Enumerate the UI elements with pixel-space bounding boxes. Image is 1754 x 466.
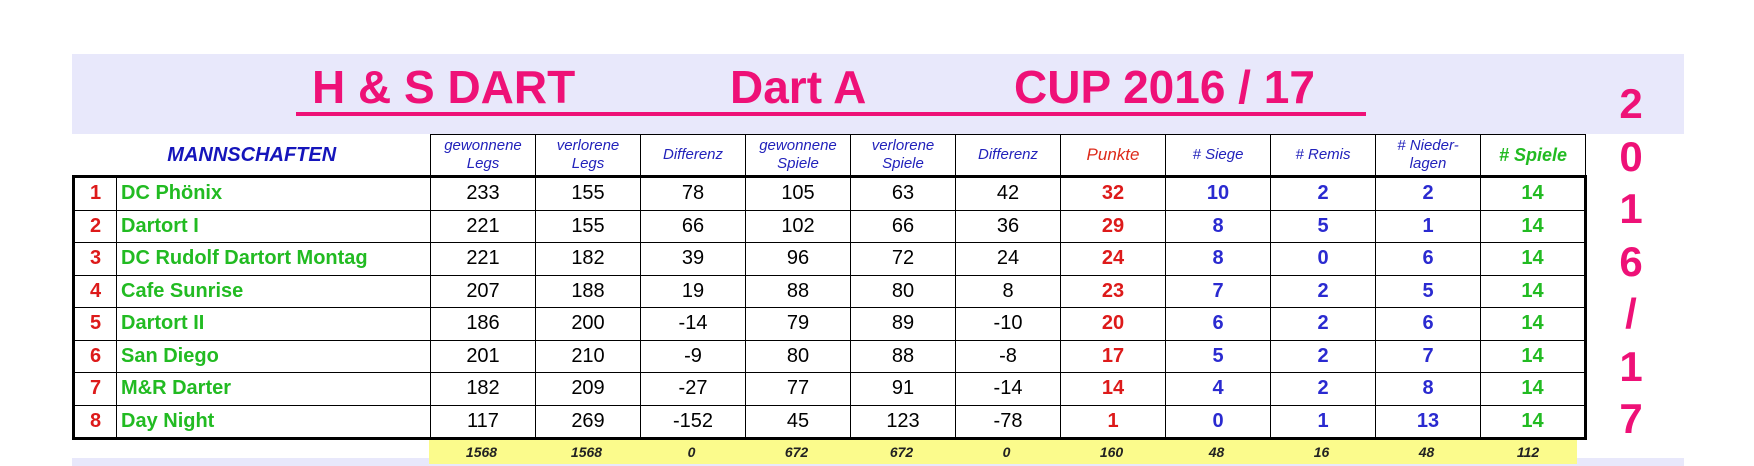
rank-cell: 3 xyxy=(74,243,117,276)
differenz-spiele-cell: 36 xyxy=(956,210,1061,243)
header-differenz-spiele: Differenz xyxy=(956,135,1061,177)
remis-cell: 2 xyxy=(1271,177,1376,211)
gewonnene-spiele-cell: 88 xyxy=(746,275,851,308)
title-league: Dart A xyxy=(730,61,867,113)
verlorene-spiele-cell: 72 xyxy=(851,243,956,276)
niederlagen-cell: 1 xyxy=(1376,210,1481,243)
total-gewonnene-legs: 1568 xyxy=(465,444,498,460)
team-name: DC Phönix xyxy=(117,177,431,211)
vertical-season-year xyxy=(1606,78,1656,446)
spiele-cell: 14 xyxy=(1481,177,1586,211)
total-spiele: 112 xyxy=(1516,444,1540,460)
spiele-cell: 14 xyxy=(1481,308,1586,341)
gewonnene-legs-cell: 201 xyxy=(431,340,536,373)
header-row xyxy=(74,135,1586,177)
punkte-cell: 1 xyxy=(1061,405,1166,439)
siege-cell: 6 xyxy=(1166,308,1271,341)
team-name: M&R Darter xyxy=(117,373,431,406)
differenz-spiele-cell: -14 xyxy=(956,373,1061,406)
gewonnene-legs-cell: 221 xyxy=(431,243,536,276)
totals-row xyxy=(429,440,1577,464)
page-title xyxy=(296,62,1366,116)
rank-cell: 4 xyxy=(74,275,117,308)
siege-cell: 0 xyxy=(1166,405,1271,439)
punkte-cell: 32 xyxy=(1061,177,1166,211)
remis-cell: 2 xyxy=(1271,340,1376,373)
niederlagen-cell: 13 xyxy=(1376,405,1481,439)
header-remis: # Remis xyxy=(1271,135,1376,177)
differenz-legs-cell: -14 xyxy=(641,308,746,341)
differenz-spiele-cell: -78 xyxy=(956,405,1061,439)
team-name: DC Rudolf Dartort Montag xyxy=(117,243,431,276)
team-name: San Diego xyxy=(117,340,431,373)
niederlagen-cell: 6 xyxy=(1376,243,1481,276)
gewonnene-spiele-cell: 45 xyxy=(746,405,851,439)
differenz-spiele-cell: -8 xyxy=(956,340,1061,373)
siege-cell: 10 xyxy=(1166,177,1271,211)
niederlagen-cell: 2 xyxy=(1376,177,1481,211)
year-char: 7 xyxy=(1619,395,1643,442)
table-row xyxy=(74,210,1586,243)
verlorene-spiele-cell: 63 xyxy=(851,177,956,211)
header-punkte: Punkte xyxy=(1061,135,1166,177)
punkte-cell: 14 xyxy=(1061,373,1166,406)
remis-cell: 5 xyxy=(1271,210,1376,243)
table-row xyxy=(74,308,1586,341)
punkte-cell: 24 xyxy=(1061,243,1166,276)
team-name: Dartort II xyxy=(117,308,431,341)
verlorene-spiele-cell: 66 xyxy=(851,210,956,243)
standings-table xyxy=(72,134,1587,440)
total-gewonnene-spiele: 672 xyxy=(784,444,809,460)
gewonnene-spiele-cell: 77 xyxy=(746,373,851,406)
siege-cell: 8 xyxy=(1166,243,1271,276)
verlorene-spiele-cell: 89 xyxy=(851,308,956,341)
differenz-spiele-cell: -10 xyxy=(956,308,1061,341)
spiele-cell: 14 xyxy=(1481,373,1586,406)
gewonnene-legs-cell: 207 xyxy=(431,275,536,308)
remis-cell: 2 xyxy=(1271,275,1376,308)
differenz-legs-cell: 19 xyxy=(641,275,746,308)
verlorene-legs-cell: 210 xyxy=(536,340,641,373)
spiele-cell: 14 xyxy=(1481,275,1586,308)
remis-cell: 0 xyxy=(1271,243,1376,276)
siege-cell: 4 xyxy=(1166,373,1271,406)
verlorene-spiele-cell: 80 xyxy=(851,275,956,308)
siege-cell: 7 xyxy=(1166,275,1271,308)
gewonnene-legs-cell: 186 xyxy=(431,308,536,341)
verlorene-legs-cell: 269 xyxy=(536,405,641,439)
header-gewonnene-legs: gewonnene Legs xyxy=(431,135,536,177)
differenz-spiele-cell: 24 xyxy=(956,243,1061,276)
gewonnene-spiele-cell: 96 xyxy=(746,243,851,276)
verlorene-spiele-cell: 123 xyxy=(851,405,956,439)
total-punkte: 160 xyxy=(1099,444,1124,460)
remis-cell: 2 xyxy=(1271,373,1376,406)
differenz-legs-cell: 78 xyxy=(641,177,746,211)
year-char: 6 xyxy=(1619,237,1643,285)
gewonnene-spiele-cell: 80 xyxy=(746,340,851,373)
remis-cell: 1 xyxy=(1271,405,1376,439)
spiele-cell: 14 xyxy=(1481,405,1586,439)
spiele-cell: 14 xyxy=(1481,340,1586,373)
year-char: 1 xyxy=(1619,185,1643,232)
gewonnene-legs-cell: 117 xyxy=(431,405,536,439)
rank-cell: 1 xyxy=(74,177,117,211)
header-mannschaften: MANNSCHAFTEN xyxy=(74,135,431,177)
siege-cell: 5 xyxy=(1166,340,1271,373)
total-remis: 16 xyxy=(1313,444,1330,460)
gewonnene-legs-cell: 182 xyxy=(431,373,536,406)
header-verlorene-spiele: verlorene Spiele xyxy=(851,135,956,177)
total-verlorene-legs: 1568 xyxy=(570,444,603,460)
verlorene-legs-cell: 182 xyxy=(536,243,641,276)
punkte-cell: 20 xyxy=(1061,308,1166,341)
differenz-legs-cell: -9 xyxy=(641,340,746,373)
rank-cell: 6 xyxy=(74,340,117,373)
niederlagen-cell: 7 xyxy=(1376,340,1481,373)
verlorene-legs-cell: 155 xyxy=(536,177,641,211)
year-char: 1 xyxy=(1619,342,1643,390)
table-row xyxy=(74,275,1586,308)
differenz-legs-cell: -152 xyxy=(641,405,746,439)
gewonnene-spiele-cell: 102 xyxy=(746,210,851,243)
differenz-spiele-cell: 42 xyxy=(956,177,1061,211)
team-name: Cafe Sunrise xyxy=(117,275,431,308)
differenz-spiele-cell: 8 xyxy=(956,275,1061,308)
remis-cell: 2 xyxy=(1271,308,1376,341)
verlorene-spiele-cell: 91 xyxy=(851,373,956,406)
verlorene-legs-cell: 188 xyxy=(536,275,641,308)
header-differenz-legs: Differenz xyxy=(641,135,746,177)
year-char: 2 xyxy=(1619,80,1643,127)
total-differenz-spiele: 0 xyxy=(1002,444,1011,460)
rank-cell: 8 xyxy=(74,405,117,439)
table-row xyxy=(74,243,1586,276)
punkte-cell: 29 xyxy=(1061,210,1166,243)
gewonnene-legs-cell: 221 xyxy=(431,210,536,243)
total-niederlagen: 48 xyxy=(1418,444,1435,460)
differenz-legs-cell: -27 xyxy=(641,373,746,406)
verlorene-legs-cell: 200 xyxy=(536,308,641,341)
table-row xyxy=(74,373,1586,406)
niederlagen-cell: 8 xyxy=(1376,373,1481,406)
differenz-legs-cell: 39 xyxy=(641,243,746,276)
table-row xyxy=(74,340,1586,373)
team-name: Day Night xyxy=(117,405,431,439)
table-row xyxy=(74,177,1586,211)
gewonnene-spiele-cell: 105 xyxy=(746,177,851,211)
team-name: Dartort I xyxy=(117,210,431,243)
year-char: / xyxy=(1625,290,1637,337)
gewonnene-legs-cell: 233 xyxy=(431,177,536,211)
punkte-cell: 17 xyxy=(1061,340,1166,373)
rank-cell: 2 xyxy=(74,210,117,243)
verlorene-spiele-cell: 88 xyxy=(851,340,956,373)
verlorene-legs-cell: 209 xyxy=(536,373,641,406)
rank-cell: 7 xyxy=(74,373,117,406)
siege-cell: 8 xyxy=(1166,210,1271,243)
header-siege: # Siege xyxy=(1166,135,1271,177)
header-verlorene-legs: verlorene Legs xyxy=(536,135,641,177)
total-siege: 48 xyxy=(1208,444,1225,460)
spiele-cell: 14 xyxy=(1481,243,1586,276)
title-season: CUP 2016 / 17 xyxy=(1014,61,1315,113)
differenz-legs-cell: 66 xyxy=(641,210,746,243)
total-verlorene-spiele: 672 xyxy=(889,444,914,460)
header-spiele: # Spiele xyxy=(1481,135,1586,177)
total-differenz-legs: 0 xyxy=(687,444,696,460)
title-club: H & S DART xyxy=(312,61,576,113)
spiele-cell: 14 xyxy=(1481,210,1586,243)
header-niederlagen: # Nieder- lagen xyxy=(1376,135,1481,177)
verlorene-legs-cell: 155 xyxy=(536,210,641,243)
niederlagen-cell: 6 xyxy=(1376,308,1481,341)
gewonnene-spiele-cell: 79 xyxy=(746,308,851,341)
table-row xyxy=(74,405,1586,439)
header-gewonnene-spiele: gewonnene Spiele xyxy=(746,135,851,177)
niederlagen-cell: 5 xyxy=(1376,275,1481,308)
punkte-cell: 23 xyxy=(1061,275,1166,308)
year-char: 0 xyxy=(1619,132,1643,180)
rank-cell: 5 xyxy=(74,308,117,341)
